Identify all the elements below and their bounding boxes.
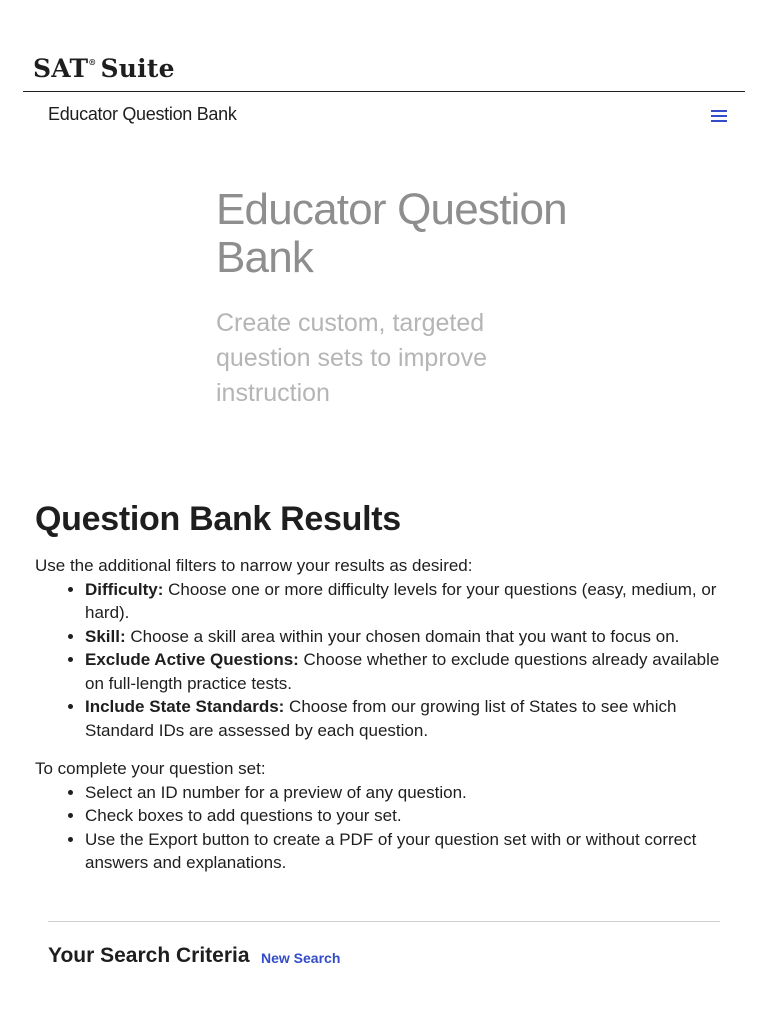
spacer — [35, 742, 725, 757]
filter-label: Difficulty: — [85, 579, 164, 599]
list-item: • Use the Export button to create a PDF of your question set with or without correct answers and explanations. — [85, 828, 725, 875]
registered-mark: ® — [88, 57, 97, 67]
results-title: Question Bank Results — [35, 500, 401, 538]
logo-suffix: Suite — [100, 54, 175, 83]
filter-label: Exclude Active Questions: — [85, 650, 299, 669]
filter-label: Skill: — [85, 626, 126, 646]
list-item: • Select an ID number for a preview of any question. — [85, 781, 725, 805]
hero-subtitle: Create custom, targeted question sets to improve instruction — [216, 309, 487, 407]
hamburger-menu-icon[interactable] — [708, 106, 730, 124]
menu-bar-2 — [711, 115, 727, 117]
brand-header — [23, 0, 745, 92]
search-criteria-title: Your Search Criteria — [48, 944, 250, 967]
list-item — [85, 625, 725, 649]
new-search-link[interactable]: New Search — [261, 950, 341, 966]
steps-list — [67, 781, 725, 875]
list-item — [85, 695, 725, 742]
sub-navigation — [0, 92, 768, 138]
filter-text: Choose whether to exclude questions already available on full-length practice tests. — [85, 650, 720, 693]
list-item — [85, 578, 725, 625]
list-item — [85, 648, 725, 695]
complete-intro: To complete your question set: — [35, 759, 266, 778]
hero-title: Educator Question Bank — [216, 185, 567, 282]
section-divider — [48, 921, 720, 922]
filter-label: Include State Standards: — [85, 697, 285, 716]
menu-bar-3 — [711, 120, 727, 122]
menu-bar-1 — [711, 110, 727, 112]
filter-text: Choose from our growing list of States to see which Standard IDs are assessed by each question. — [85, 697, 677, 740]
filters-list — [67, 578, 725, 743]
filter-text: Choose one or more difficulty levels for your questions (easy, medium, or hard). — [85, 579, 717, 622]
filter-text: Choose a skill area within your chosen domain that you want to focus on. — [125, 626, 680, 646]
nav-title-link[interactable]: Educator Question Bank — [48, 104, 237, 124]
sat-suite-logo[interactable] — [33, 54, 175, 83]
list-item: • Check boxes to add questions to your set. — [85, 804, 725, 828]
logo-main: SAT — [33, 54, 89, 83]
instructions — [35, 554, 725, 875]
filters-intro: Use the additional filters to narrow your results as desired: — [35, 556, 473, 575]
